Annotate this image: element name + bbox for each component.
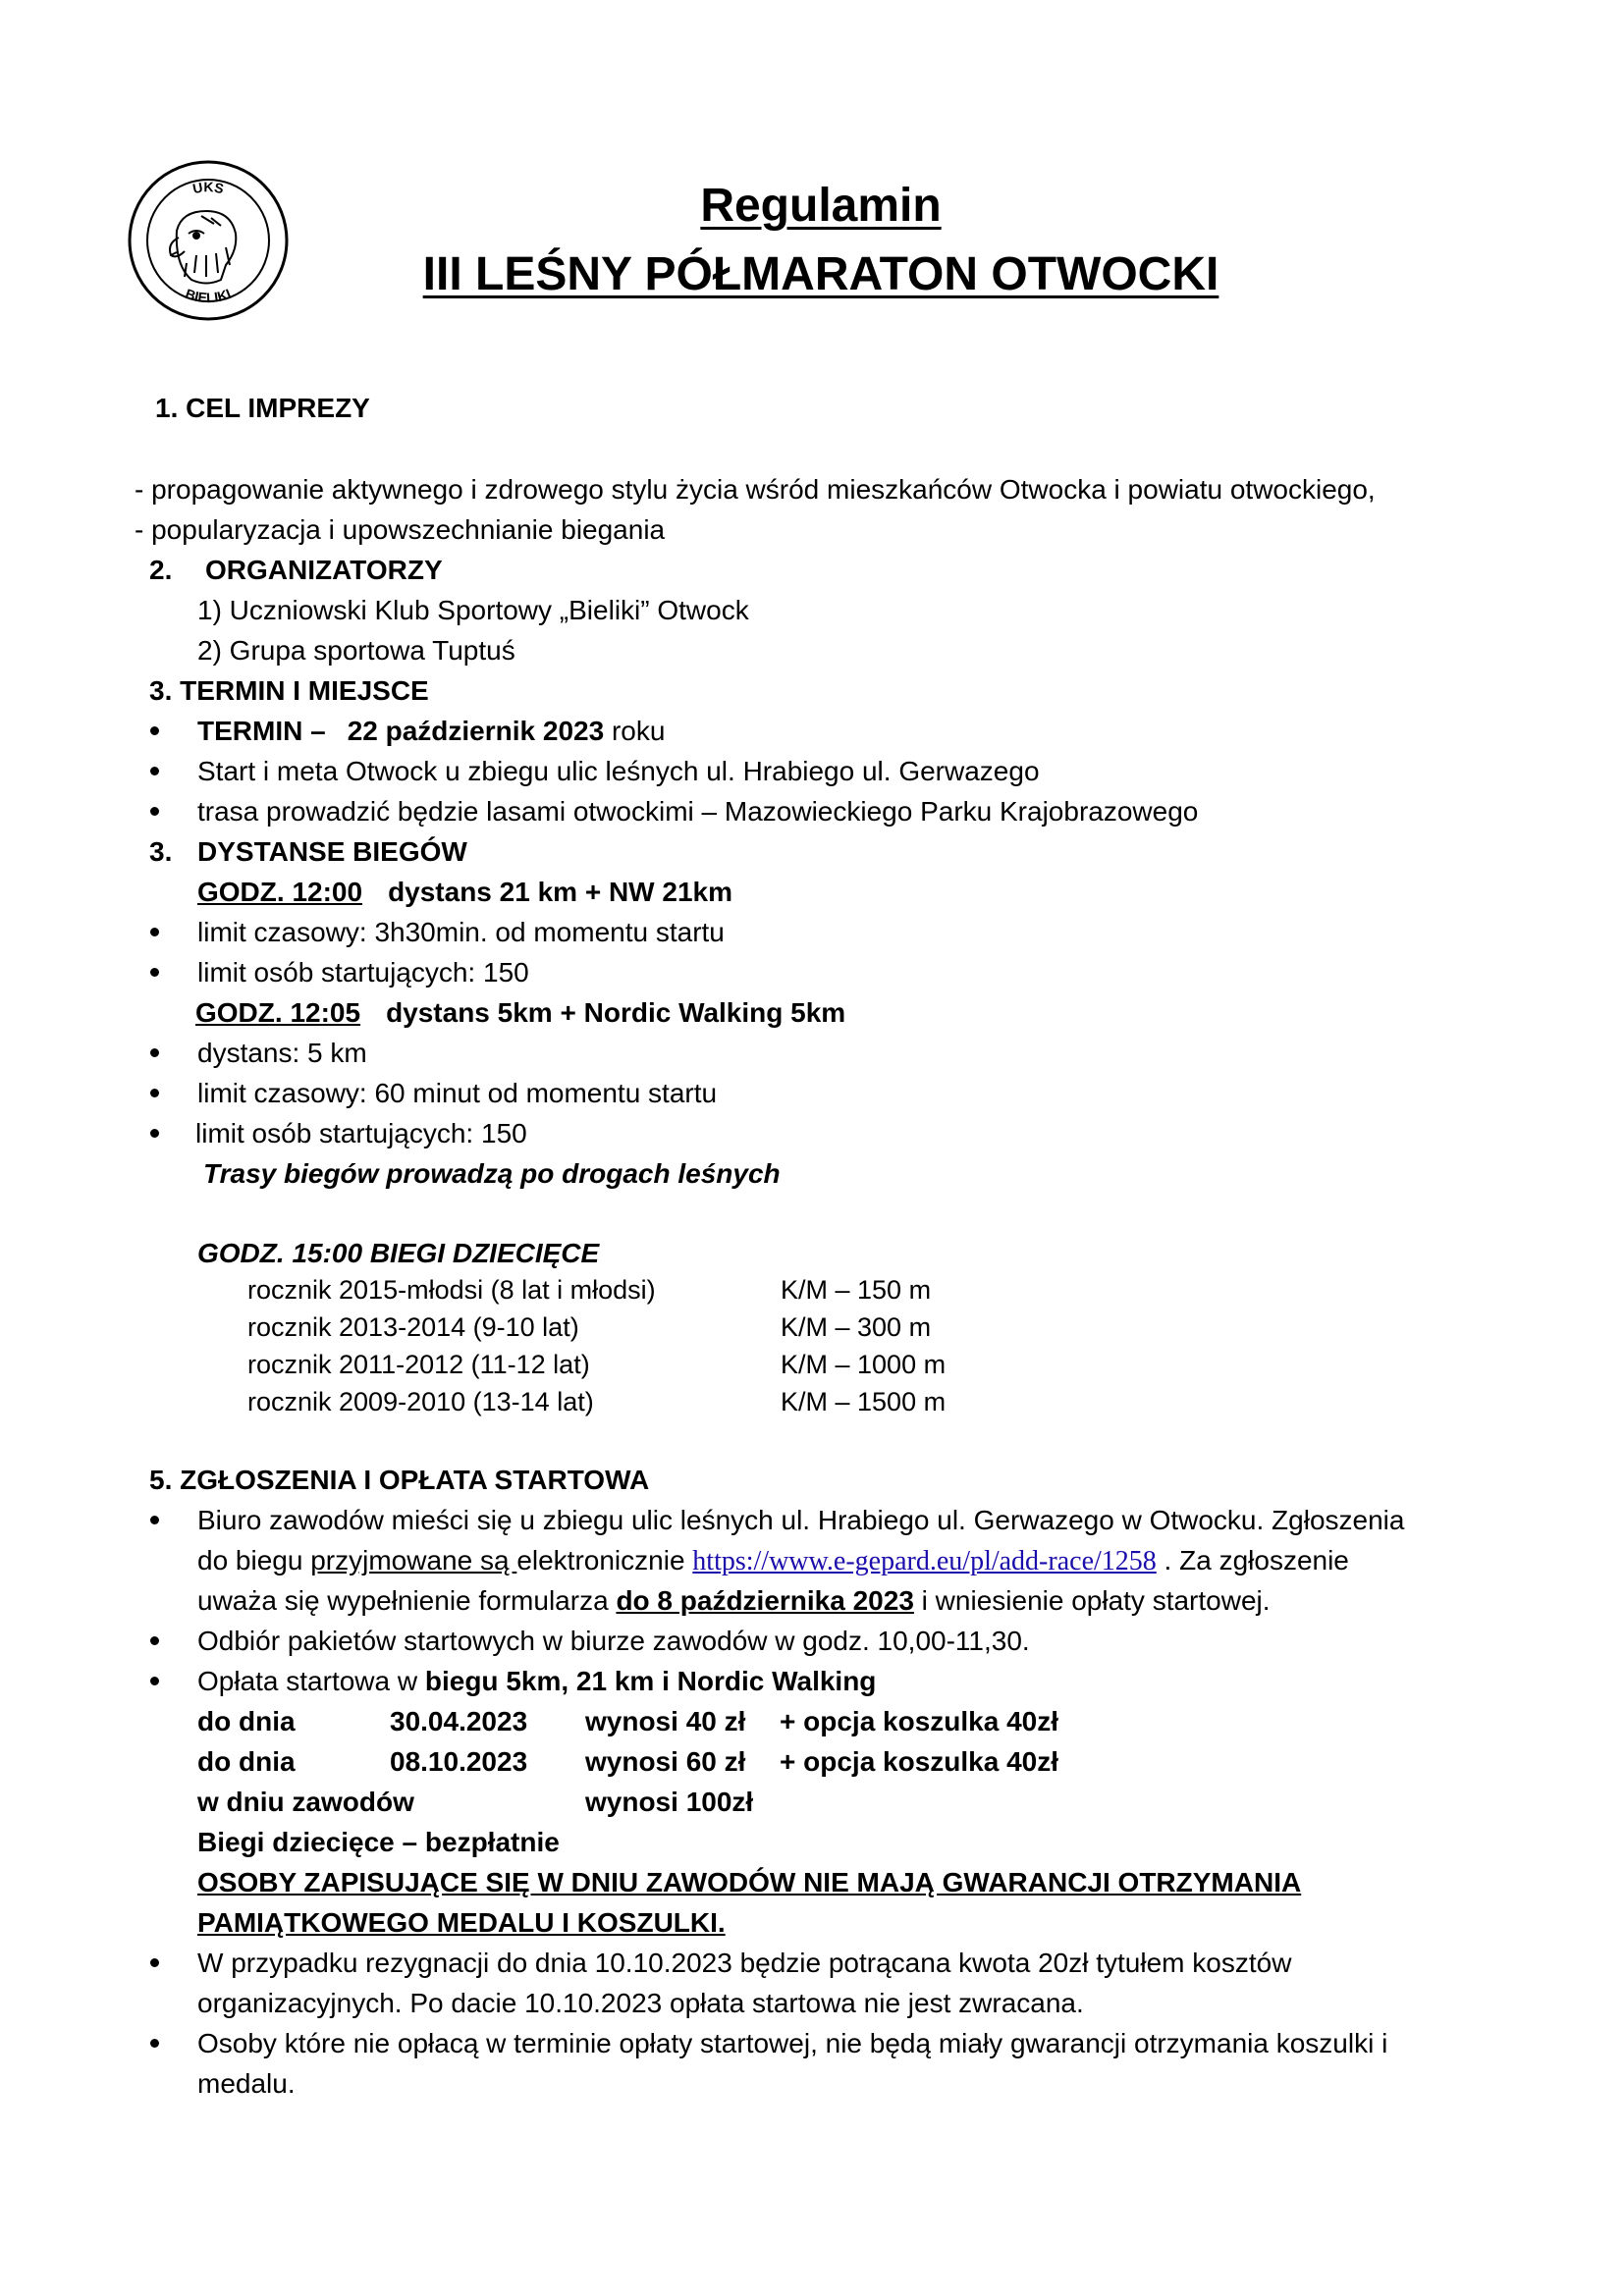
s5-p1-line-1: Biuro zawodów mieści się u zbiegu ulic leśnych ul. Hrabiego ul. Gerwazego w Otwocku. Zgłoszenia: [197, 1505, 1405, 1535]
fee-1-date: 30.04.2023: [390, 1706, 528, 1736]
g2-item-1: dystans: 5 km: [197, 1038, 367, 1068]
bullet-icon: [150, 767, 159, 775]
document-subtitle: III LEŚNY PÓŁMARATON OTWOCKI: [422, 248, 1219, 300]
bullet-icon: [150, 1516, 159, 1524]
uks-bieliki-logo: [128, 157, 290, 324]
kids-year-4: rocznik 2009-2010 (13-14 lat): [247, 1387, 594, 1416]
bullet-icon: [150, 968, 159, 977]
fee-1-label: do dnia: [197, 1706, 296, 1736]
bullet-icon: [150, 1048, 159, 1057]
bullet-icon: [150, 1089, 159, 1097]
s5-p1-line-2: do biegu przyjmowane są elektronicznie https://www.e-gepard.eu/pl/add-race/1258 . Za zgłoszenie: [197, 1545, 1349, 1576]
g2-item-3: limit osób startujących: 150: [195, 1118, 527, 1148]
fee-3-label: w dniu zawodów: [197, 1787, 414, 1817]
s5-p4-line-2: organizacyjnych. Po dacie 10.10.2023 opłata startowa nie jest zwracana.: [197, 1988, 1084, 2018]
bullet-icon: [150, 1677, 159, 1685]
warning-line-2: PAMIĄTKOWEGO MEDALU I KOSZULKI.: [197, 1907, 726, 1938]
routes-note: Trasy biegów prowadzą po drogach leśnych: [203, 1158, 781, 1189]
section-1-heading: 1. CEL IMPREZY: [155, 393, 370, 423]
document-title: Regulamin: [700, 180, 942, 232]
fee-3-amount: wynosi 100zł: [585, 1787, 754, 1817]
kids-dist-4: K/M – 1500 m: [781, 1387, 947, 1416]
g1-item-1: limit czasowy: 3h30min. od momentu startu: [197, 917, 725, 947]
s5-p2: Odbiór pakietów startowych w biurze zawodów w godz. 10,00-11,30.: [197, 1626, 1030, 1656]
group-1-line: GODZ. 12:00 dystans 21 km + NW 21km: [197, 877, 733, 907]
fee-1-extra: + opcja koszulka 40zł: [780, 1706, 1059, 1736]
fee-2-amount: wynosi 60 zł: [585, 1746, 746, 1777]
organizer-2: 2) Grupa sportowa Tuptuś: [197, 635, 515, 666]
s5-p5-line-2: medalu.: [197, 2068, 296, 2099]
bullet-icon: [150, 1958, 159, 1967]
fee-2-label: do dnia: [197, 1746, 296, 1777]
registration-link[interactable]: https://www.e-gepard.eu/pl/add-race/1258: [692, 1546, 1157, 1576]
g1-item-2: limit osób startujących: 150: [197, 957, 529, 988]
logo-top-text: UKS: [190, 179, 226, 197]
termin-line: TERMIN – 22 październik 2023 roku: [197, 716, 666, 746]
bullet-icon: [150, 2039, 159, 2048]
section-5-heading: 5. ZGŁOSZENIA I OPŁATA STARTOWA: [149, 1465, 650, 1495]
fee-1-amount: wynosi 40 zł: [585, 1706, 746, 1736]
start-meta-line: Start i meta Otwock u zbiegu ulic leśnych ul. Hrabiego ul. Gerwazego: [197, 756, 1040, 786]
eagle-icon: [170, 211, 236, 284]
bullet-icon: [150, 726, 159, 735]
bullet-icon: [150, 1636, 159, 1645]
kids-free-note: Biegi dziecięce – bezpłatnie: [197, 1827, 560, 1857]
section-3-heading: 3. TERMIN I MIEJSCE: [149, 675, 429, 706]
bullet-icon: [150, 1129, 159, 1138]
s1-line-2: - popularyzacja i upowszechnianie biegania: [135, 514, 666, 545]
group-2-line: GODZ. 12:05 dystans 5km + Nordic Walking 5km: [195, 997, 846, 1028]
bullet-icon: [150, 928, 159, 936]
s5-p1-line-3: uważa się wypełnienie formularza do 8 października 2023 i wniesienie opłaty startowej.: [197, 1585, 1271, 1616]
fee-2-date: 08.10.2023: [390, 1746, 528, 1777]
logo-bottom-text: BIELIKI: [183, 285, 234, 306]
kids-heading: GODZ. 15:00 BIEGI DZIECIĘCE: [197, 1238, 600, 1268]
bullet-icon: [150, 807, 159, 816]
section-4-number: 3.: [149, 836, 173, 867]
section-4-heading: DYSTANSE BIEGÓW: [197, 836, 467, 867]
organizer-1: 1) Uczniowski Klub Sportowy „Bieliki” Otwock: [197, 595, 749, 625]
s5-p4-line-1: W przypadku rezygnacji do dnia 10.10.2023 będzie potrącana kwota 20zł tytułem kosztów: [197, 1948, 1292, 1978]
fee-2-extra: + opcja koszulka 40zł: [780, 1746, 1059, 1777]
kids-year-3: rocznik 2011-2012 (11-12 lat): [247, 1350, 590, 1379]
section-2-heading: ORGANIZATORZY: [205, 555, 443, 585]
s1-line-1: - propagowanie aktywnego i zdrowego stylu życia wśród mieszkańców Otwocka i powiatu otwockiego,: [135, 474, 1376, 505]
kids-year-1: rocznik 2015-młodsi (8 lat i młodsi): [247, 1275, 656, 1305]
kids-year-2: rocznik 2013-2014 (9-10 lat): [247, 1312, 579, 1342]
kids-dist-1: K/M – 150 m: [781, 1275, 932, 1305]
kids-dist-2: K/M – 300 m: [781, 1312, 932, 1342]
g2-item-2: limit czasowy: 60 minut od momentu startu: [197, 1078, 718, 1108]
trasa-line: trasa prowadzić będzie lasami otwockimi – Mazowieckiego Parku Krajobrazowego: [197, 796, 1199, 827]
s5-p3: Opłata startowa w biegu 5km, 21 km i Nordic Walking: [197, 1666, 877, 1696]
kids-dist-3: K/M – 1000 m: [781, 1350, 947, 1379]
section-2-number: 2.: [149, 555, 173, 585]
warning-line-1: OSOBY ZAPISUJĄCE SIĘ W DNIU ZAWODÓW NIE MAJĄ GWARANCJI OTRZYMANIA: [197, 1867, 1302, 1897]
s5-p5-line-1: Osoby które nie opłacą w terminie opłaty startowej, nie będą miały gwarancji otrzymania koszulki i: [197, 2028, 1388, 2058]
